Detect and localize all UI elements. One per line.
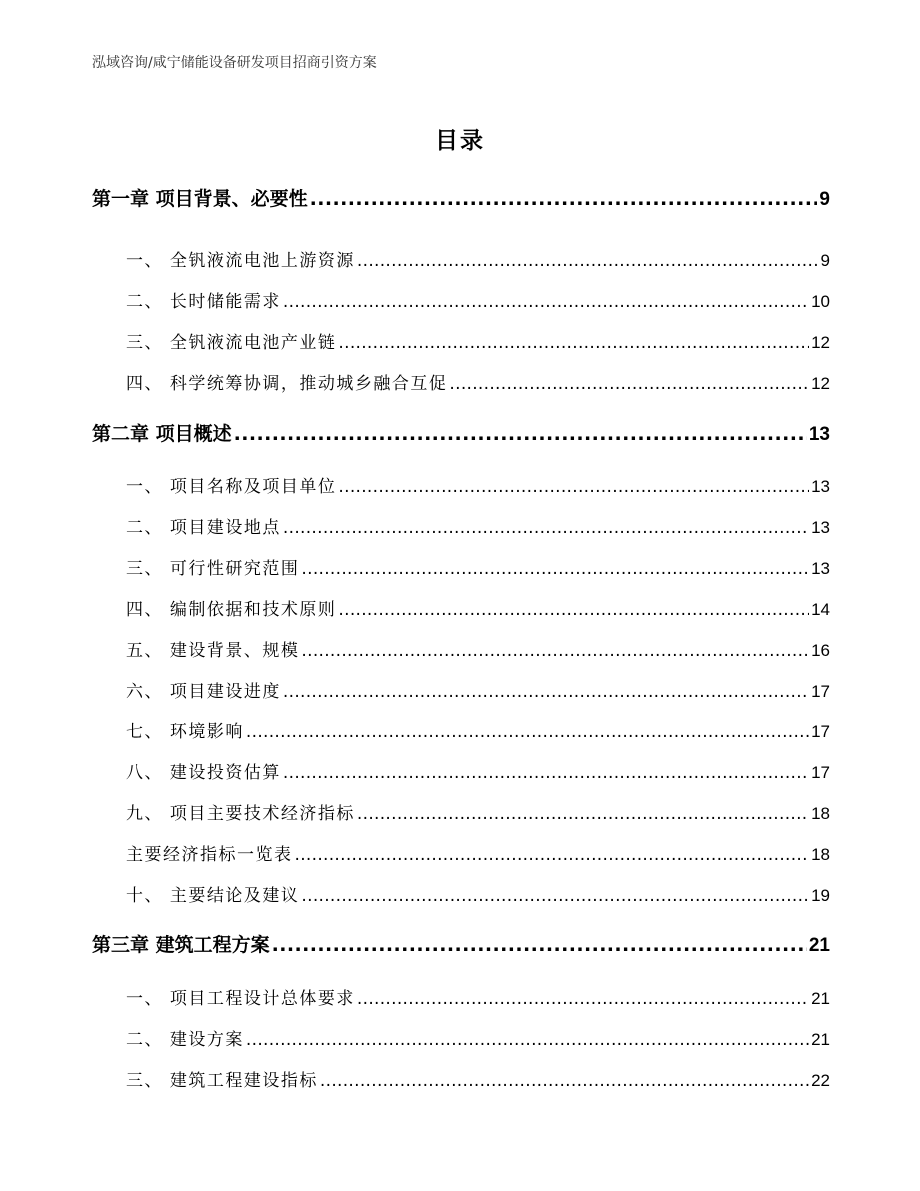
toc-entry-label: 一、 项目工程设计总体要求 (126, 989, 355, 1009)
dot-leader (295, 845, 810, 865)
toc-entry-page: 19 (811, 886, 830, 905)
toc-entry-label: 三、 建筑工程建设指标 (126, 1071, 318, 1091)
toc-entry-page: 17 (811, 682, 830, 701)
toc-entry-label: 三、 可行性研究范围 (126, 559, 300, 579)
dot-leader (310, 188, 818, 210)
toc-entry-label: 二、 项目建设地点 (126, 518, 281, 538)
toc-entry-page: 13 (808, 424, 830, 445)
dot-leader (246, 722, 809, 742)
toc-entry-page: 18 (811, 804, 830, 823)
toc-entry-page: 21 (811, 1030, 830, 1049)
toc-section-entry[interactable] (126, 246, 830, 271)
toc-section-entry[interactable] (126, 636, 830, 661)
dot-leader (234, 423, 807, 445)
dot-leader (246, 1030, 809, 1050)
toc-section-entry[interactable] (126, 758, 830, 783)
toc-entry-page: 10 (811, 292, 830, 311)
dot-leader (338, 600, 809, 620)
dot-leader (301, 886, 809, 906)
dot-leader (283, 763, 809, 783)
toc-section-entry[interactable] (126, 328, 830, 353)
toc-entry-page: 16 (811, 641, 830, 660)
toc-entry-label: 五、 建设背景、规模 (126, 641, 300, 661)
toc-entry-page: 13 (811, 518, 830, 537)
toc-entry-label: 一、 全钒液流电池上游资源 (126, 251, 355, 271)
toc-chapter-2[interactable] (92, 419, 830, 446)
dot-leader (357, 989, 809, 1009)
dot-leader (301, 641, 809, 661)
toc-entry-page: 13 (811, 559, 830, 578)
dot-leader (283, 682, 809, 702)
toc-section-entry[interactable] (126, 554, 830, 579)
toc-section-entry[interactable] (126, 513, 830, 538)
dot-leader (283, 518, 809, 538)
dot-leader (283, 292, 809, 312)
toc-entry-page: 12 (811, 333, 830, 352)
dot-leader (357, 804, 809, 824)
dot-leader (357, 251, 819, 271)
toc-section-entry[interactable] (126, 595, 830, 620)
toc-entry-label: 六、 项目建设进度 (126, 682, 281, 702)
toc-entry-label: 二、 建设方案 (126, 1030, 244, 1050)
toc-entry-label: 第三章 建筑工程方案 (92, 934, 270, 956)
toc-section-entry[interactable] (126, 799, 830, 824)
toc-title: 目录 (435, 128, 485, 154)
toc-entry-page: 14 (811, 600, 830, 619)
toc-entry-page: 9 (819, 189, 830, 210)
toc-section-entry[interactable] (126, 984, 830, 1009)
toc-entry-label: 第一章 项目背景、必要性 (92, 188, 308, 210)
toc-entry-label: 八、 建设投资估算 (126, 763, 281, 783)
toc-entry-label: 十、 主要结论及建议 (126, 886, 300, 906)
toc-entry-page: 21 (811, 989, 830, 1008)
dot-leader (338, 477, 809, 497)
toc-entry-label: 九、 项目主要技术经济指标 (126, 804, 355, 824)
toc-entry-page: 22 (811, 1071, 830, 1090)
toc-entry-label: 四、 编制依据和技术原则 (126, 600, 337, 620)
dot-leader (301, 559, 809, 579)
toc-chapter-1[interactable] (92, 184, 830, 211)
dot-leader (272, 934, 807, 956)
dot-leader (338, 333, 809, 353)
dot-leader (320, 1071, 809, 1091)
toc-entry-page: 17 (811, 763, 830, 782)
toc-entry-page: 13 (811, 477, 830, 496)
toc-entry-page: 21 (808, 935, 830, 956)
toc-entry-label: 主要经济指标一览表 (126, 845, 293, 865)
toc-entry-label: 一、 项目名称及项目单位 (126, 477, 337, 497)
toc-section-entry[interactable] (126, 717, 830, 742)
toc-entry-label: 二、 长时储能需求 (126, 292, 281, 312)
toc-section-entry[interactable] (126, 677, 830, 702)
toc-section-entry[interactable] (126, 369, 830, 394)
toc-section-entry[interactable] (126, 1025, 830, 1050)
toc-section-entry[interactable] (126, 881, 830, 906)
toc-entry-label: 第二章 项目概述 (92, 423, 232, 445)
toc-entry-page: 12 (811, 374, 830, 393)
page-header: 泓域咨询/咸宁储能设备研发项目招商引资方案 (92, 55, 377, 71)
toc-section-entry[interactable] (126, 840, 830, 865)
toc-entry-label: 七、 环境影响 (126, 722, 244, 742)
toc-entry-page: 9 (820, 251, 830, 270)
dot-leader (449, 374, 809, 394)
toc-entry-label: 三、 全钒液流电池产业链 (126, 333, 337, 353)
toc-section-entry[interactable] (126, 1066, 830, 1091)
toc-entry-page: 18 (811, 845, 830, 864)
toc-section-entry[interactable] (126, 287, 830, 312)
toc-entry-page: 17 (811, 722, 830, 741)
toc-chapter-3[interactable] (92, 930, 830, 957)
toc-entry-label: 四、 科学统筹协调，推动城乡融合互促 (126, 374, 448, 394)
toc-section-entry[interactable] (126, 472, 830, 497)
